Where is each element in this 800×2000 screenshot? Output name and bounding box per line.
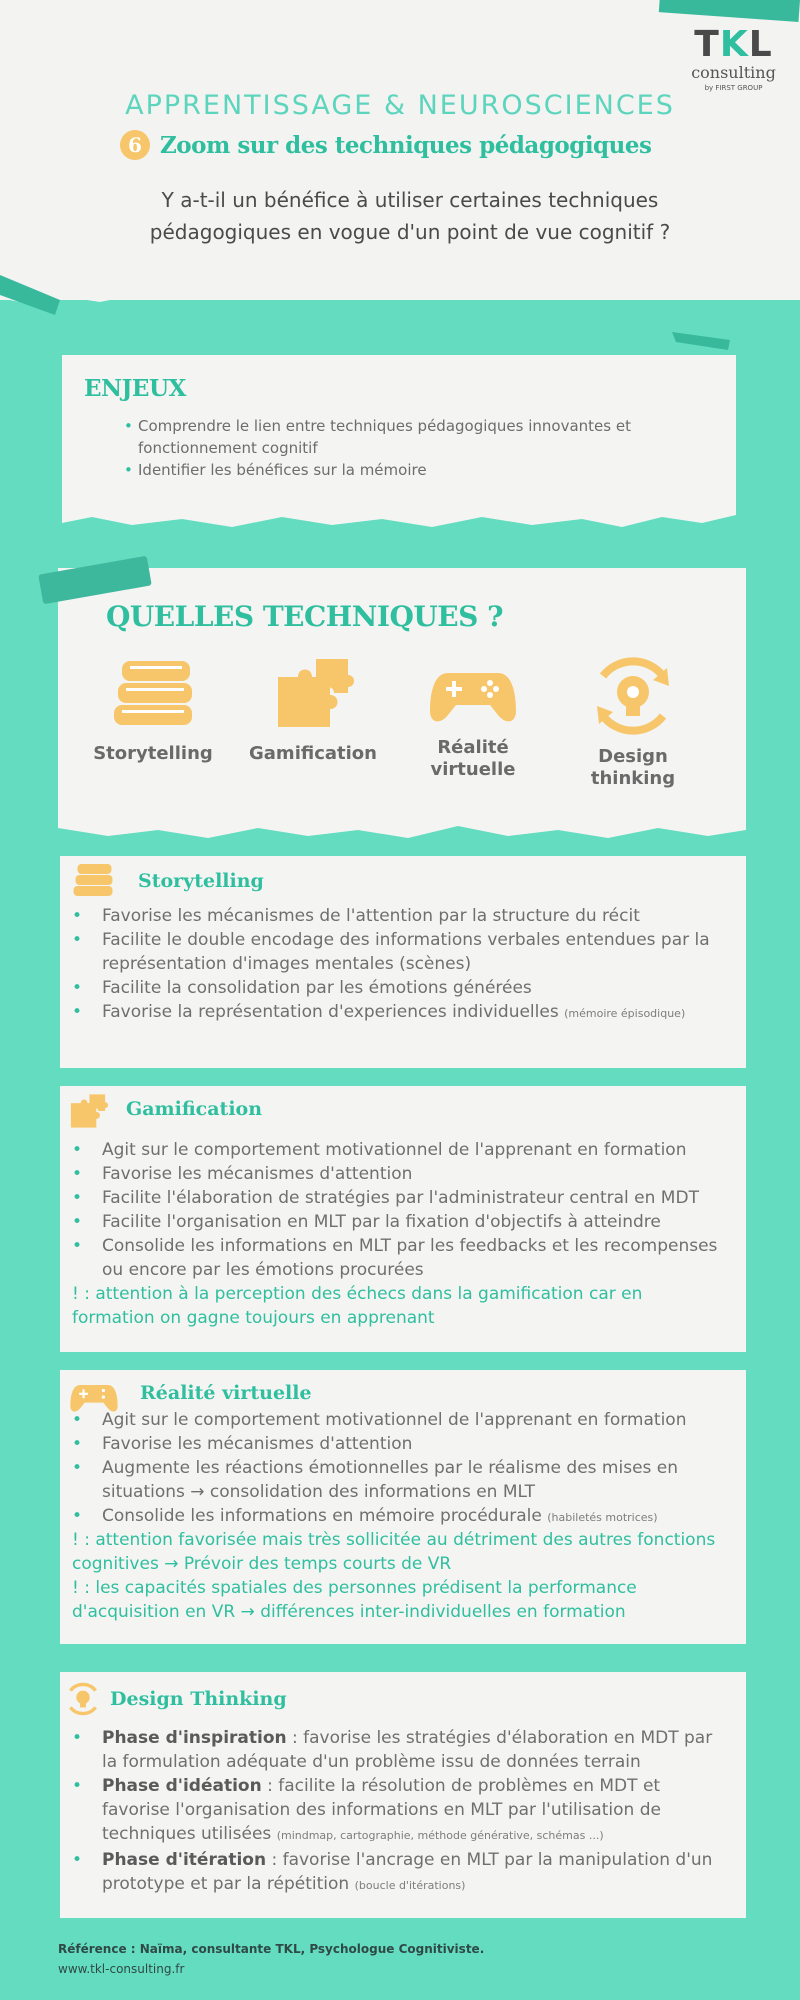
question: Y a-t-il un bénéfice à utiliser certaines techniques pédagogiques en vogue d'un point de vue cognitif ? <box>149 188 671 244</box>
warning-note: ! : attention favorisée mais très sollicitée au détriment des autres fonctions cognitives → Prévoir des temps courts de VR <box>72 1530 716 1574</box>
list-item: • Facilite l'élaboration de stratégies par l'administrateur central en MDT <box>72 1186 732 1210</box>
technique-storytelling <box>78 653 228 765</box>
list-item: • Favorise les mécanismes de l'attention par la structure du récit <box>72 904 732 928</box>
website-link[interactable]: www.tkl-consulting.fr <box>58 1962 185 1976</box>
design-thinking-card <box>60 1672 746 1918</box>
warning-note: ! : attention à la perception des échecs dans la gamification car en formation on gagne toujours en apprenant <box>72 1284 643 1328</box>
list-item: • Agit sur le comportement motivationnel de l'apprenant en formation <box>72 1408 732 1432</box>
lightbulb-cycle-icon <box>583 646 683 746</box>
brush-stroke <box>672 330 732 352</box>
technique-label: Design thinking <box>590 746 676 789</box>
list-item: • Facilite l'organisation en MLT par la fixation d'objectifs à atteindre <box>72 1210 732 1234</box>
torn-edge <box>62 505 736 529</box>
list-item: • Favorise les mécanismes d'attention <box>72 1432 732 1456</box>
design-thinking-list <box>72 1726 732 1898</box>
section-title: Réalité virtuelle <box>140 1382 312 1404</box>
technique-label: Réalité virtuelle <box>430 737 516 780</box>
list-item: • Facilite la consolidation par les émotions générées <box>72 976 732 1000</box>
number-badge: 6 <box>120 130 150 160</box>
books-icon <box>108 653 198 733</box>
techniques-card <box>58 568 746 826</box>
storytelling-card <box>60 856 746 1068</box>
puzzle-icon <box>268 653 358 733</box>
enjeux-card <box>62 355 736 515</box>
list-item: • Comprendre le lien entre techniques pédagogiques innovantes et fonctionnement cognitif <box>124 415 694 459</box>
logo-text: consulting <box>691 63 776 82</box>
technique-gamification <box>238 653 388 765</box>
page-subtitle: Zoom sur des techniques pédagogiques <box>160 131 652 159</box>
list-item: • Phase d'itération : favorise l'ancrage en MLT par la manipulation d'un prototype et par la répétition (boucle d'itérations) <box>72 1848 732 1898</box>
gamification-list <box>72 1138 732 1282</box>
list-item: • Phase d'idéation : facilite la résolution de problèmes en MDT et favorise l'organisation des informations en MLT par l'utilisation de techniques utilisées (mindmap, cartographie, méthode générative, schémas ...) <box>72 1774 732 1848</box>
list-item: • Consolide les informations en MLT par les feedbacks et les recompenses ou encore par les émotions procurées <box>72 1234 732 1282</box>
list-item: • Identifier les bénéfices sur la mémoire <box>124 459 694 481</box>
list-item: • Favorise la représentation d'experiences individuelles (mémoire épisodique) <box>72 1000 732 1026</box>
gamepad-icon <box>428 653 518 733</box>
brush-stroke-left <box>0 270 70 330</box>
logo-mark: TKL <box>694 24 773 65</box>
vr-list <box>72 1408 732 1530</box>
lightbulb-cycle-icon <box>62 1678 104 1720</box>
section-title: Design Thinking <box>110 1688 287 1710</box>
puzzle-icon <box>66 1090 110 1132</box>
section-title: Gamification <box>126 1098 263 1120</box>
enjeux-list <box>124 415 694 481</box>
list-item: • Facilite le double encodage des informations verbales entendues par la représentation d'images mentales (scènes) <box>72 928 732 976</box>
technique-label: Gamification <box>249 743 377 764</box>
list-item: • Agit sur le comportement motivationnel de l'apprenant en formation <box>72 1138 732 1162</box>
logo-by: by FIRST GROUP <box>704 84 763 92</box>
vr-card <box>60 1370 746 1644</box>
technique-design-thinking <box>558 646 708 790</box>
list-item: • Phase d'inspiration : favorise les stratégies d'élaboration en MDT par la formulation adéquate d'un problème issu de données terrain <box>72 1726 732 1774</box>
logo <box>686 26 781 92</box>
warning-note: ! : les capacités spatiales des personnes prédisent la performance d'acquisition en VR → différences inter-individuelles en formation <box>72 1578 637 1622</box>
storytelling-list <box>72 904 732 1026</box>
torn-edge <box>0 250 800 320</box>
technique-label: Storytelling <box>93 743 213 764</box>
list-item: • Favorise les mécanismes d'attention <box>72 1162 732 1186</box>
subtitle-row <box>120 130 651 160</box>
books-icon <box>70 860 116 900</box>
gamification-card <box>60 1086 746 1352</box>
torn-edge <box>58 816 746 840</box>
enjeux-title: ENJEUX <box>84 375 186 402</box>
page-title: APPRENTISSAGE & NEUROSCIENCES <box>125 90 675 121</box>
list-item: • Consolide les informations en mémoire procédurale (habiletés motrices) <box>72 1504 732 1530</box>
list-item: • Augmente les réactions émotionnelles par le réalisme des mises en situations → consolidation des informations en MLT <box>72 1456 732 1504</box>
section-title: Storytelling <box>138 870 264 892</box>
techniques-title: QUELLES TECHNIQUES ? <box>106 600 503 633</box>
reference: Référence : Naïma, consultante TKL, Psychologue Cognitiviste. <box>58 1942 485 1956</box>
technique-vr <box>398 653 548 781</box>
